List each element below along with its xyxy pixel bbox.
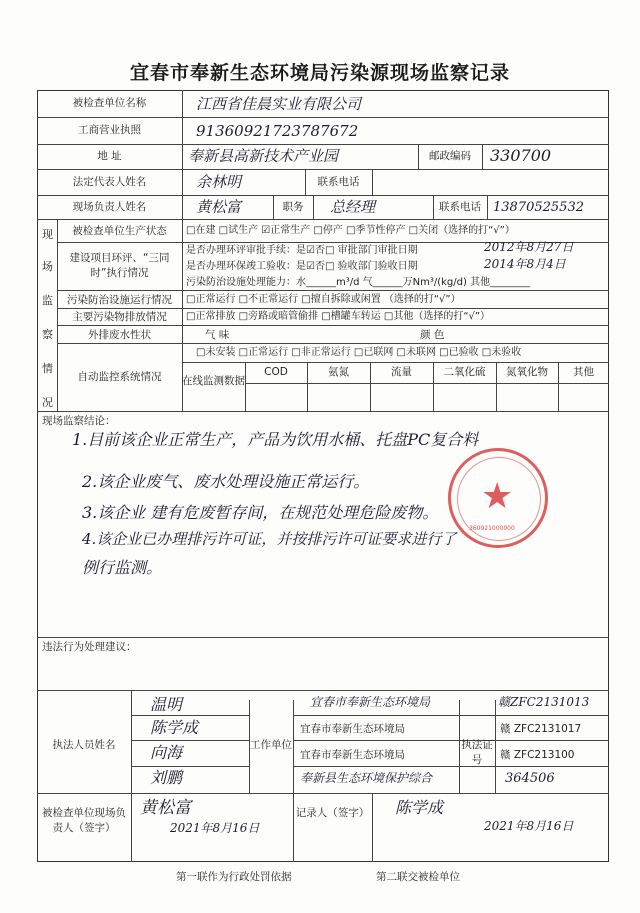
- label-business-license: 工商营业执照: [78, 124, 141, 136]
- hw-eia-date: 2012年8月27日: [484, 240, 574, 254]
- hw-conclusion-2: 2.该企业废气、废水处理设施正常运行。: [82, 472, 370, 491]
- label-discharge: 主要污染物排放情况: [72, 311, 167, 323]
- side-title-6: 况: [42, 396, 53, 409]
- side-title-1: 现: [42, 228, 53, 241]
- label-contact-phone: 联系电话: [317, 176, 360, 188]
- hw-address: 奉新县高新技术产业园: [188, 147, 339, 165]
- side-title-3: 监: [42, 294, 53, 307]
- printed-cert-2: 赣 ZFC2131017: [500, 723, 582, 735]
- facility-options: □正常运行 □不正常运行 □擅自拆除或闲置 （选择的打“√”）: [186, 294, 461, 305]
- discharge-options: □正常排放 □旁路或暗管偷排 □槽罐车转运 □其他（选择的打“√”）: [186, 311, 491, 322]
- official-seal: ★ 360921000000: [448, 448, 548, 548]
- production-options: □在建 □试生产 ☑正常生产 □停产 □季节性停产 □关闭（选择的打“√”）: [186, 225, 515, 236]
- hw-cert-1: 赣ZFC2131013: [498, 695, 590, 709]
- monitor-col-nox: 氮氧化物: [506, 366, 548, 378]
- hw-officer-1: 温明: [150, 695, 183, 714]
- hw-sign-date-1: 2021年8月16日: [170, 821, 260, 835]
- hw-officer-3: 向海: [150, 743, 183, 762]
- label-conclusion: 现场监察结论：: [42, 415, 116, 427]
- hw-accept-date: 2014年8月4日: [484, 257, 566, 271]
- label-officers: 执法人员姓名: [52, 739, 116, 751]
- seal-number: 360921000000: [469, 525, 515, 532]
- hw-phone: 13870525532: [493, 200, 584, 215]
- hw-cert-4: 364506: [505, 771, 555, 786]
- label-work-unit: 工作单位: [250, 739, 292, 751]
- label-cert-no: 执法证号: [461, 739, 493, 766]
- monitor-col-so2: 二氧化硫: [443, 366, 486, 378]
- footer-right: 第二联交被检单位: [376, 871, 460, 883]
- eia-line-1: 是否办理环评审批手续：是☑否□ 审批部门审批日期: [186, 245, 418, 256]
- printed-cert-3: 赣 ZFC213100: [500, 749, 575, 761]
- hw-unit-name: 江西省佳晨实业有限公司: [196, 95, 362, 113]
- label-auto-monitor: 自动监控系统情况: [77, 371, 162, 383]
- hw-conclusion-3: 3.该企业 建有危废暂存间，在规范处理危险废物。: [82, 503, 439, 522]
- hw-license-no: 91360921723787672: [196, 122, 359, 140]
- label-production-status: 被检查单位生产状态: [72, 225, 167, 237]
- label-contact-phone2: 联系电话: [439, 201, 481, 213]
- label-online-monitor: 在线监测数据: [182, 375, 245, 387]
- hw-legal-rep: 余林明: [196, 173, 242, 191]
- monitor-col-other: 其他: [573, 366, 594, 378]
- side-title-2: 场: [42, 260, 53, 273]
- hw-unit-sign-2: 奉新县生态环境保护综合: [300, 771, 433, 785]
- monitor-col-cod: COD: [264, 366, 288, 378]
- monitor-col-flow: 流量: [391, 366, 412, 378]
- hw-officer-4: 刘鹏: [150, 768, 183, 787]
- label-postcode: 邮政编码: [429, 150, 471, 162]
- printed-work-unit-1: 宜春市奉新生态环境局: [300, 723, 405, 735]
- side-title-4: 察: [42, 328, 53, 341]
- eia-line-2: 是否办理环保竣工验收：是☑否□ 验收部门验收日期: [186, 261, 418, 272]
- label-onsite-person: 现场负责人姓名: [72, 201, 147, 213]
- label-exterior-water: 外排废水性状: [88, 329, 151, 341]
- hw-postcode: 330700: [490, 146, 552, 165]
- label-odor: 气 味: [205, 329, 230, 341]
- monitor-col-ammonia: 氨氮: [328, 366, 349, 378]
- hw-conclusion-4: 4.该企业已办理排污许可证，并按排污许可证要求进行了: [82, 530, 457, 548]
- hw-position: 总经理: [330, 198, 376, 216]
- hw-officer-2: 陈学成: [150, 718, 199, 737]
- label-eia: 建设项目环评、“三同时”执行情况: [69, 252, 170, 279]
- hw-conclusion-5: 例行监测。: [82, 558, 163, 577]
- printed-work-unit-2: 宜春市奉新生态环境局: [300, 749, 405, 761]
- label-onsite-sign: 被检查单位现场负责人（签字）: [42, 807, 126, 834]
- hw-recorder: 陈学成: [395, 798, 444, 817]
- eia-line-3: 污染防治设施处理能力：水______m³/d 气______万Nm³/(kg/d) 其他________: [186, 277, 531, 288]
- label-position: 职务: [282, 201, 304, 213]
- label-color: 颜 色: [420, 329, 445, 341]
- label-violation: 违法行为处理建议：: [42, 641, 137, 653]
- hw-unit-sign: 宜春市奉新生态环境局: [310, 695, 431, 709]
- side-title-5: 情: [42, 362, 53, 375]
- hw-onsite-name: 黄松富: [196, 198, 242, 216]
- hw-conclusion-1: 1.目前该企业正常生产，产品为饮用水桶、托盘PC复合料: [72, 430, 479, 449]
- label-legal-rep: 法定代表人姓名: [72, 176, 147, 188]
- page-title: 宜春市奉新生态环境局污染源现场监察记录: [129, 62, 510, 84]
- label-facility-status: 污染防治设施运行情况: [67, 294, 172, 306]
- label-address: 地 址: [97, 150, 122, 162]
- footer-left: 第一联作为行政处罚依据: [176, 871, 292, 883]
- label-inspected-unit: 被检查单位名称: [72, 97, 147, 109]
- monitor-options: □未安装 □正常运行 □非正常运行 □已联网 □未联网 □已验收 □未验收: [196, 347, 522, 358]
- label-recorder: 记录人（签字）: [295, 807, 370, 819]
- hw-sign-date-2: 2021年8月16日: [484, 819, 574, 833]
- hw-onsite-sign: 黄松富: [140, 798, 191, 818]
